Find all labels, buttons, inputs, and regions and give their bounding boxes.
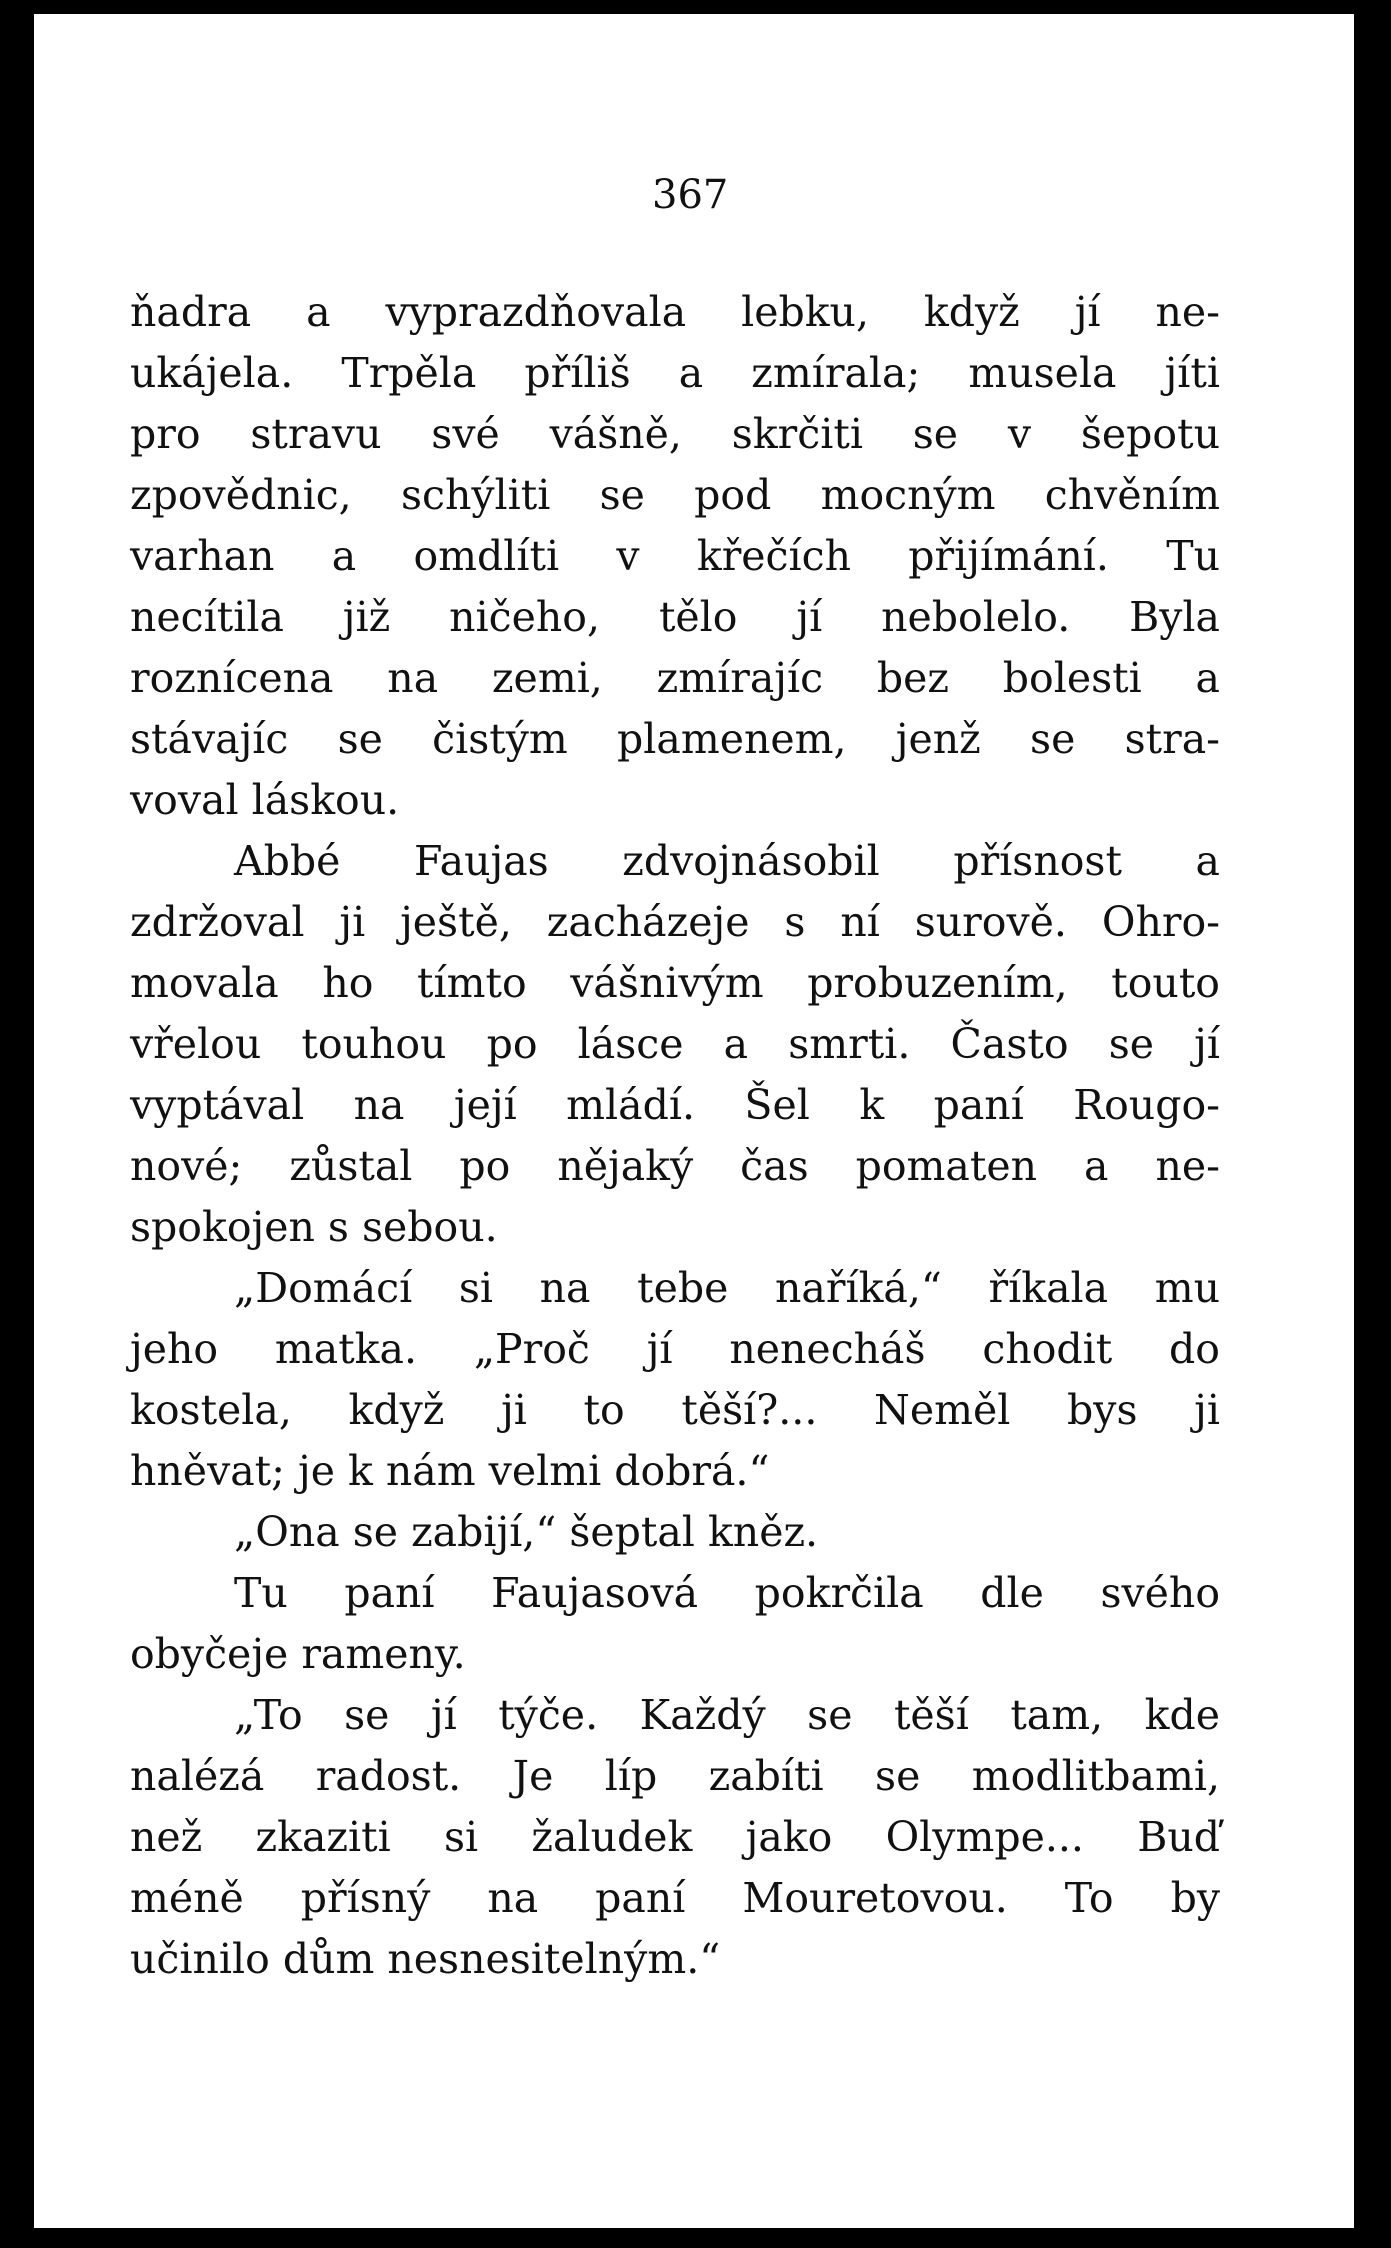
text-line: stávajíc se čistým plamenem, jenž se stra-: [130, 715, 1220, 763]
text-line: „Domácí si na tebe naříká,“ říkala mu: [234, 1264, 1220, 1312]
book-page: [34, 14, 1354, 2228]
text-line: roznícena na zemi, zmírajíc bez bolesti a: [130, 654, 1220, 702]
text-line: vřelou touhou po lásce a smrti. Často se jí: [130, 1020, 1220, 1068]
text-line: varhan a omdlíti v křečích přijímání. Tu: [130, 532, 1220, 580]
page-number: 367: [652, 172, 729, 218]
text-line: „To se jí týče. Každý se těší tam, kde: [234, 1691, 1220, 1739]
text-line: pro stravu své vášně, skrčiti se v šepotu: [130, 410, 1220, 458]
text-line: Tu paní Faujasová pokrčila dle svého: [234, 1569, 1220, 1617]
text-line: movala ho tímto vášnivým probuzením, touto: [130, 959, 1220, 1007]
text-block: [130, 282, 1220, 1990]
text-line: vyptával na její mládí. Šel k paní Rougo-: [130, 1081, 1220, 1129]
text-line: spokojen s sebou.: [130, 1203, 498, 1251]
text-line: zpovědnic, schýliti se pod mocným chvěním: [130, 471, 1220, 519]
text-line: Abbé Faujas zdvojnásobil přísnost a: [234, 837, 1220, 885]
text-line: méně přísný na paní Mouretovou. To by: [130, 1874, 1220, 1922]
text-line: nalézá radost. Je líp zabíti se modlitbami,: [130, 1752, 1220, 1800]
text-line: kostela, když ji to těší?... Neměl bys ji: [130, 1386, 1220, 1434]
text-line: učinilo dům nesnesitelným.“: [130, 1935, 721, 1983]
text-line: ukájela. Trpěla příliš a zmírala; musela jíti: [130, 349, 1220, 397]
text-line: hněvat; je k nám velmi dobrá.“: [130, 1447, 770, 1495]
text-line: ňadra a vyprazdňovala lebku, když jí ne-: [130, 288, 1220, 336]
text-line: necítila již ničeho, tělo jí nebolelo. Byla: [130, 593, 1220, 641]
text-line: nové; zůstal po nějaký čas pomaten a ne-: [130, 1142, 1220, 1190]
text-line: voval láskou.: [130, 776, 400, 824]
text-line: zdržoval ji ještě, zacházeje s ní surově. Ohro-: [130, 898, 1220, 946]
text-line: než zkaziti si žaludek jako Olympe... Buď: [130, 1813, 1220, 1861]
text-line: „Ona se zabijí,“ šeptal kněz.: [234, 1508, 819, 1556]
text-line: jeho matka. „Proč jí nenecháš chodit do: [130, 1325, 1220, 1373]
text-line: obyčeje rameny.: [130, 1630, 466, 1678]
